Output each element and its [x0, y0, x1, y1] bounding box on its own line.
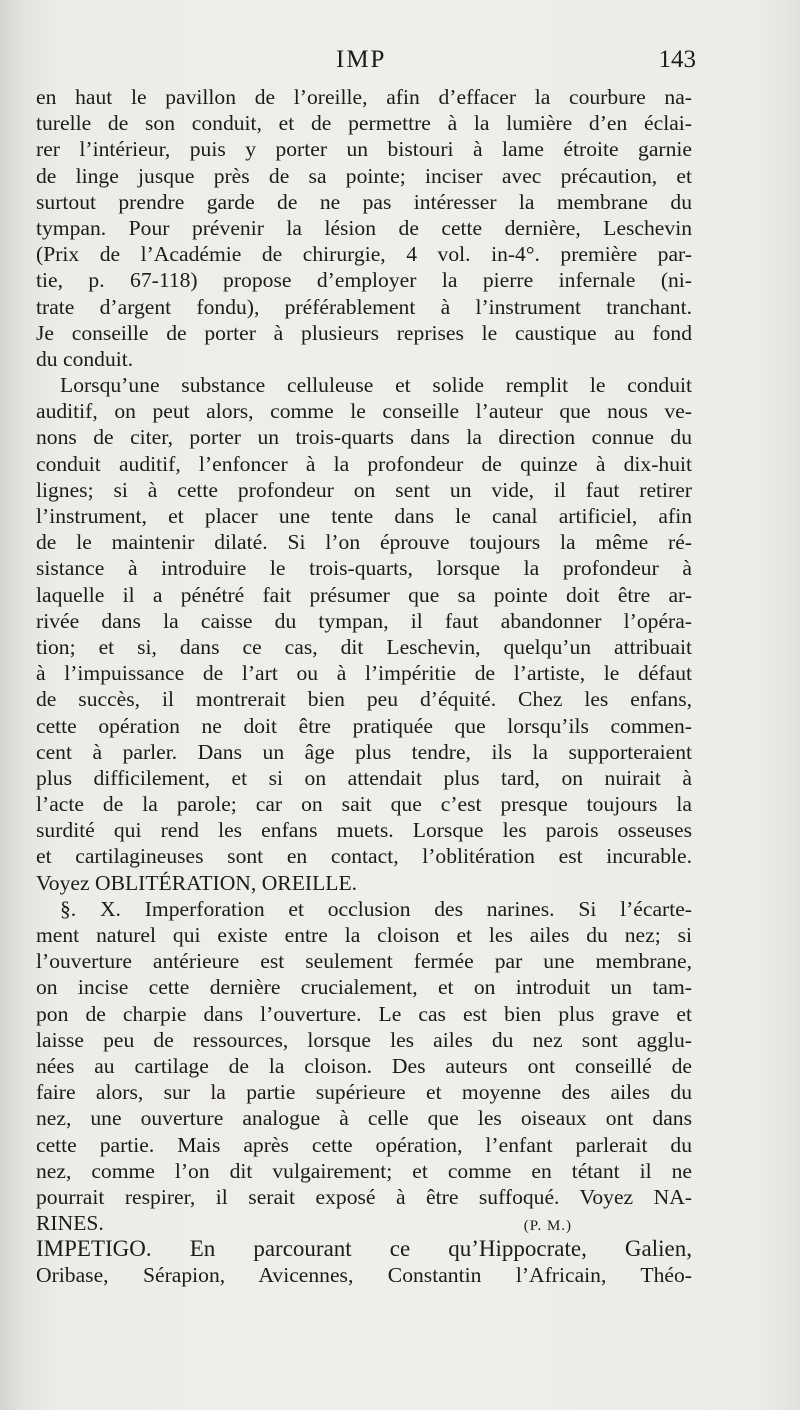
text-line: rer l’intérieur, puis y porter un bistouri à lame étroite garnie [36, 137, 692, 162]
text-line: et cartilagineuses sont en contact, l’oblitération est incurable. [36, 844, 692, 869]
text-line: Lorsqu’une substance celluleuse et solide remplit le conduit [60, 373, 692, 398]
text-line: RINES. [36, 1211, 104, 1236]
text-line: nons de citer, porter un trois-quarts dans la direction connue du [36, 425, 692, 450]
text-line: nez, une ouverture analogue à celle que les oiseaux ont dans [36, 1106, 692, 1131]
text-line: lignes; si à cette profondeur on sent un vide, il faut retirer [36, 477, 692, 502]
text-line: Voyez OBLITÉRATION, OREILLE. [36, 870, 358, 895]
text-line: faire alors, sur la partie supérieure et moyenne des ailes du [36, 1080, 692, 1105]
text-line: l’ouverture antérieure est seulement fermée par une membrane, [36, 949, 692, 974]
text-line: Je conseille de porter à plusieurs reprises le caustique au fond [36, 320, 692, 345]
text-line: l’acte de la parole; car on sait que c’est presque toujours la [36, 792, 692, 817]
text-line: de succès, il montrerait bien peu d’équité. Chez les enfans, [36, 687, 692, 712]
text-line: ment naturel qui existe entre la cloison et les ailes du nez; si [36, 923, 692, 947]
text-line: plus difficilement, et si on attendait plus tard, on nuirait à [36, 765, 692, 790]
text-line: nées au cartilage de la cloison. Des auteurs ont conseillé de [36, 1053, 692, 1078]
text-line: surdité qui rend les enfans muets. Lorsque les parois osseuses [36, 818, 692, 843]
text-line: à l’impuissance de l’art ou à l’impéritie de l’artiste, le défaut [36, 661, 692, 686]
text-line: §. X. Imperforation et occlusion des narines. Si l’écarte- [60, 896, 692, 921]
text-line: Oribase, Sérapion, Avicennes, Constantin l’Africain, Théo- [36, 1263, 692, 1288]
text-line: laquelle il a pénétré fait présumer que sa pointe doit être ar- [36, 582, 692, 607]
text-line: tion; et si, dans ce cas, dit Leschevin, quelqu’un attribuait [36, 634, 692, 659]
page-number: 143 [658, 46, 696, 73]
text-line: tie, p. 67-118) propose d’employer la pierre infernale (ni- [36, 268, 692, 293]
text-line: pon de charpie dans l’ouverture. Le cas est bien plus grave et [36, 1001, 692, 1026]
text-line: l’instrument, et placer une tente dans le canal artificiel, afin [36, 504, 692, 528]
text-line: cette opération ne doit être pratiquée que lorsqu’ils commen- [36, 713, 692, 738]
text-line: nez, comme l’on dit vulgairement; et comme en tétant il ne [36, 1158, 692, 1183]
text-line: en haut le pavillon de l’oreille, afin d’effacer la courbure na- [36, 85, 692, 109]
text-line: sistance à introduire le trois-quarts, lorsque la profondeur à [36, 556, 692, 581]
text-line: pourrait respirer, il serait exposé à être suffoqué. Voyez NA- [36, 1184, 692, 1209]
text-line: cette partie. Mais après cette opération, l’enfant parlerait du [36, 1132, 692, 1157]
text-line: rivée dans la caisse du tympan, il faut abandonner l’opéra- [36, 608, 692, 633]
text-line: trate d’argent fondu), préférablement à l’instrument tranchant. [36, 294, 692, 319]
page-header [36, 46, 696, 80]
text-line: tympan. Pour prévenir la lésion de cette dernière, Leschevin [36, 215, 692, 240]
text-line: laisse peu de ressources, lorsque les ailes du nez sont agglu- [36, 1027, 692, 1052]
text-line: du conduit. [36, 346, 134, 371]
text-line: de linge jusque près de sa pointe; inciser avec précaution, et [36, 163, 692, 188]
text-line: on incise cette dernière crucialement, et on introduit un tam- [36, 975, 692, 1000]
text-line-with-signature [36, 1210, 692, 1236]
text-line: cent à parler. Dans un âge plus tendre, ils la supporteraient [36, 739, 692, 764]
text-line: surtout prendre garde de ne pas intéresser la membrane du [36, 189, 692, 214]
text-line: (Prix de l’Académie de chirurgie, 4 vol. in-4°. première par- [36, 242, 692, 267]
running-head: IMP [336, 46, 387, 73]
text-line: turelle de son conduit, et de permettre à la lumière d’en éclai- [36, 111, 692, 136]
body-text [36, 84, 692, 1289]
text-line: de le maintenir dilaté. Si l’on éprouve toujours la même ré- [36, 530, 692, 555]
text-line: conduit auditif, l’enfoncer à la profondeur de quinze à dix-huit [36, 451, 692, 476]
entry-heading-line: IMPETIGO. En parcourant ce qu’Hippocrate, Galien, [36, 1236, 692, 1262]
text-line: auditif, on peut alors, comme le conseille l’auteur que nous ve- [36, 399, 692, 424]
author-signature: (P. M.) [523, 1218, 573, 1235]
